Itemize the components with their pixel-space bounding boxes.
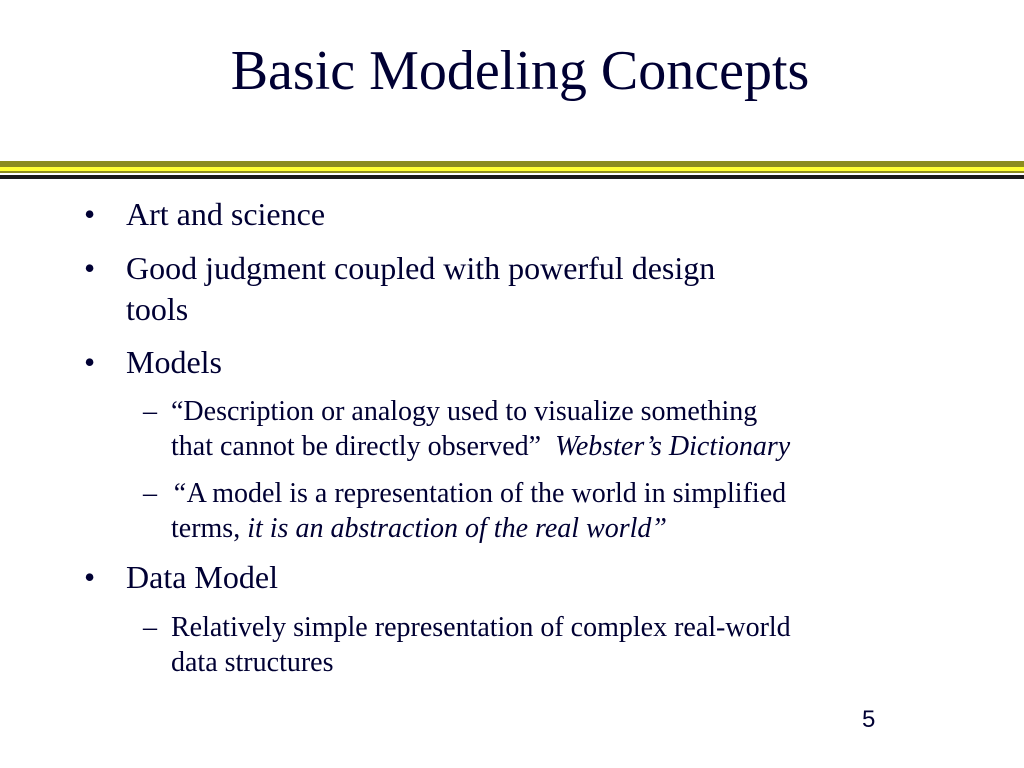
bullet-glyph: •: [84, 196, 96, 232]
sub-item-line: terms,: [171, 513, 248, 544]
bullet-text: Models: [126, 344, 222, 380]
open-quote: “: [171, 478, 187, 509]
sub-item-line: data structures: [171, 647, 334, 678]
sub-item-line: Relatively simple representation of complex real-world: [171, 612, 791, 643]
sub-item-text: [171, 610, 941, 680]
sub-item-line: that cannot be directly observed”: [171, 431, 542, 462]
sub-item-emphasis: it is an abstraction of the real world”: [247, 513, 667, 544]
dash-glyph: –: [143, 612, 157, 643]
bullet-text: Data Model: [126, 559, 278, 595]
page-number: 5: [862, 706, 876, 733]
dash-glyph: –: [143, 478, 157, 509]
bullet-text: Art and science: [126, 196, 326, 232]
bullet-text: [126, 248, 886, 330]
sub-item-line: A model is a representation of the world in simplified: [186, 478, 787, 509]
sub-item-line: “Description or analogy used to visualize something: [171, 396, 758, 427]
sub-item-text: [171, 394, 941, 464]
bullet-glyph: •: [84, 559, 96, 595]
slide-title: Basic Modeling Concepts: [230, 40, 810, 102]
citation-source: Webster’s Dictionary: [555, 431, 791, 462]
bullet-text-line: tools: [126, 291, 189, 327]
bullet-text-line: Good judgment coupled with powerful design: [126, 250, 716, 286]
dash-glyph: –: [143, 396, 157, 427]
bullet-glyph: •: [84, 250, 96, 286]
sub-item-text: [171, 476, 941, 546]
bullet-glyph: •: [84, 344, 96, 380]
